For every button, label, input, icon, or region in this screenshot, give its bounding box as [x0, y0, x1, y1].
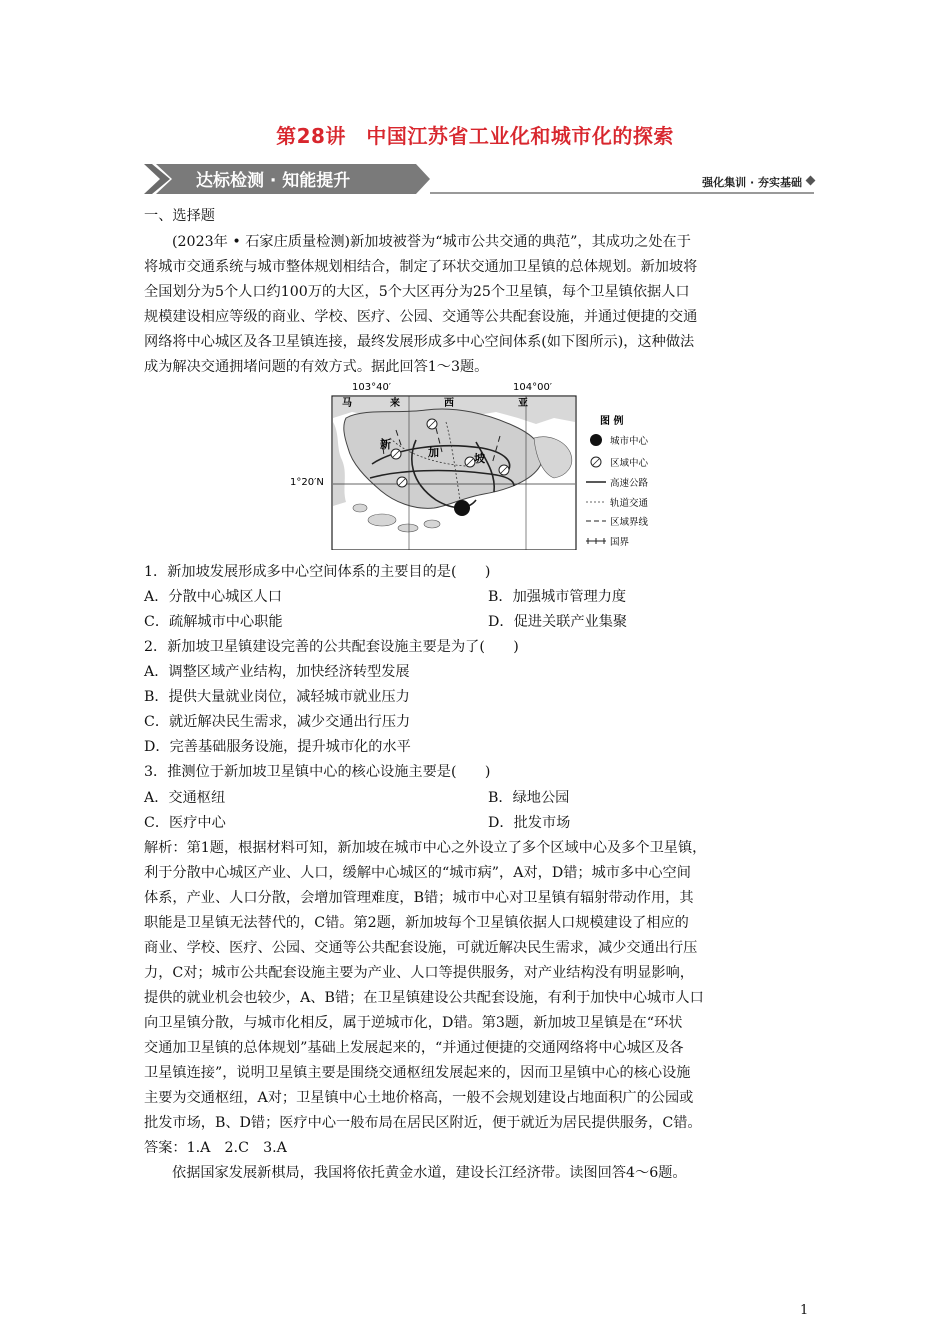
q2-option-c: C．就近解决民生需求，减少交通出行压力 — [144, 714, 411, 730]
analysis-line: 体系，产业、人口分散，会增加管理难度，B错；城市中心对卫星镇有辐射带动作用，其 — [144, 890, 694, 906]
singapore-map — [286, 378, 666, 550]
analysis-line: 利于分散中心城区产业、人口，缓解中心城区的“城市病”，A对，D错；城市多中心空间 — [144, 865, 691, 881]
q1-option-c: C．疏解城市中心职能 — [144, 614, 283, 630]
analysis-line: 批发市场，B、D错；医疗中心一般布局在居民区附近，便于就近为居民提供服务，C错。 — [144, 1115, 702, 1131]
intro-line: 将城市交通系统与城市整体规划相结合，制定了环状交通加卫星镇的总体规划。新加坡将 — [144, 259, 698, 275]
q1-option-b: B．加强城市管理力度 — [488, 589, 627, 605]
legend-title: 图 例 — [600, 416, 624, 427]
legend-region-boundary: 区域界线 — [610, 517, 649, 528]
legend-rail: 轨道交通 — [610, 498, 649, 509]
map-label-jia: 加 — [428, 446, 439, 459]
intro-line: 全国划分为5个人口约100万的大区，5个大区再分为25个卫星镇，每个卫星镇依据人口 — [144, 284, 690, 300]
legend-highway: 高速公路 — [610, 478, 649, 489]
map-lon-right: 104°00′ — [513, 382, 553, 393]
analysis-line: 职能是卫星镇无法替代的，C错。第2题，新加坡每个卫星镇依据人口规模建设了相应的 — [144, 915, 689, 931]
map-lat: 1°20′N — [290, 477, 324, 488]
page-title: 第28讲 中国江苏省工业化和城市化的探索 — [276, 124, 674, 148]
page-number: 1 — [800, 1303, 809, 1318]
q2-option-d: D．完善基础服务设施，提升城市化的水平 — [144, 739, 411, 755]
map-label-ya: 亚 — [518, 398, 528, 409]
question-2-stem: 2．新加坡卫星镇建设完善的公共配套设施主要是为了( ) — [144, 639, 519, 655]
map-lon-left: 103°40′ — [352, 382, 392, 393]
q3-option-a: A．交通枢纽 — [144, 790, 226, 806]
intro-line: 规模建设相应等级的商业、学校、医疗、公园、交通等公共配套设施，并通过便捷的交通 — [144, 309, 698, 325]
q3-option-b: B．绿地公园 — [488, 790, 570, 806]
intro-line: (2023年 • 石家庄质量检测)新加坡被誉为“城市公共交通的典范”，其成功之处在于 — [172, 234, 691, 250]
analysis-line: 解析：第1题，根据材料可知，新加坡在城市中心之外设立了多个区域中心及多个卫星镇， — [144, 840, 707, 856]
banner-right-label: 强化集训 · 夯实基础 — [702, 176, 802, 189]
section-banner — [144, 162, 814, 194]
analysis-line: 提供的就业机会也较少，A、B错；在卫星镇建设公共配套设施，有利于加快中心城市人口 — [144, 990, 704, 1006]
q3-option-d: D．批发市场 — [488, 815, 571, 831]
map-label-xi: 西 — [444, 398, 454, 409]
map-label-lai: 来 — [390, 398, 400, 409]
legend-city-center: 城市中心 — [610, 436, 649, 447]
q1-option-d: D．促进关联产业集聚 — [488, 614, 628, 630]
next-question-intro: 依据国家发展新棋局，我国将依托黄金水道，建设长江经济带。读图回答4～6题。 — [172, 1165, 687, 1181]
analysis-line: 商业、学校、医疗、公园、交通等公共配套设施，可就近解决民生需求，减少交通出行压 — [144, 940, 698, 956]
intro-line: 成为解决交通拥堵问题的有效方式。据此回答1～3题。 — [144, 359, 489, 375]
question-3-stem: 3．推测位于新加坡卫星镇中心的核心设施主要是( ) — [144, 764, 491, 780]
map-label-xin: 新 — [380, 438, 391, 451]
legend-national-border: 国界 — [610, 537, 630, 548]
analysis-line: 主要为交通枢纽，A对；卫星镇中心土地价格高，一般不会规划建设占地面积广的公园或 — [144, 1090, 694, 1106]
analysis-line: 力，C对；城市公共配套设施主要为产业、人口等提供服务，对产业结构没有明显影响， — [144, 965, 694, 981]
q2-option-b: B．提供大量就业岗位，减轻城市就业压力 — [144, 689, 410, 705]
q1-option-a: A．分散中心城区人口 — [144, 589, 282, 605]
question-1-stem: 1．新加坡发展形成多中心空间体系的主要目的是( ) — [144, 564, 491, 580]
analysis-line: 交通加卫星镇的总体规划”基础上发展起来的，“并通过便捷的交通网络将中心城区及各 — [144, 1040, 684, 1056]
intro-line: 网络将中心城区及各卫星镇连接，最终发展形成多中心空间体系(如下图所示)，这种做法 — [144, 334, 695, 350]
map-label-ma: 马 — [342, 398, 352, 409]
answer-line: 答案：1.A 2.C 3.A — [144, 1140, 287, 1156]
banner-label: 达标检测 · 知能提升 — [196, 171, 351, 191]
legend-region-center: 区域中心 — [610, 458, 649, 469]
section-heading: 一、选择题 — [144, 208, 215, 224]
analysis-line: 卫星镇连接”，说明卫星镇主要是围绕交通枢纽发展起来的，因而卫星镇中心的核心设施 — [144, 1065, 691, 1081]
q2-option-a: A．调整区域产业结构，加快经济转型发展 — [144, 664, 410, 680]
q3-option-c: C．医疗中心 — [144, 815, 226, 831]
map-label-po: 坡 — [474, 452, 485, 465]
analysis-line: 向卫星镇分散，与城市化相反，属于逆城市化，D错。第3题，新加坡卫星镇是在“环状 — [144, 1015, 683, 1031]
